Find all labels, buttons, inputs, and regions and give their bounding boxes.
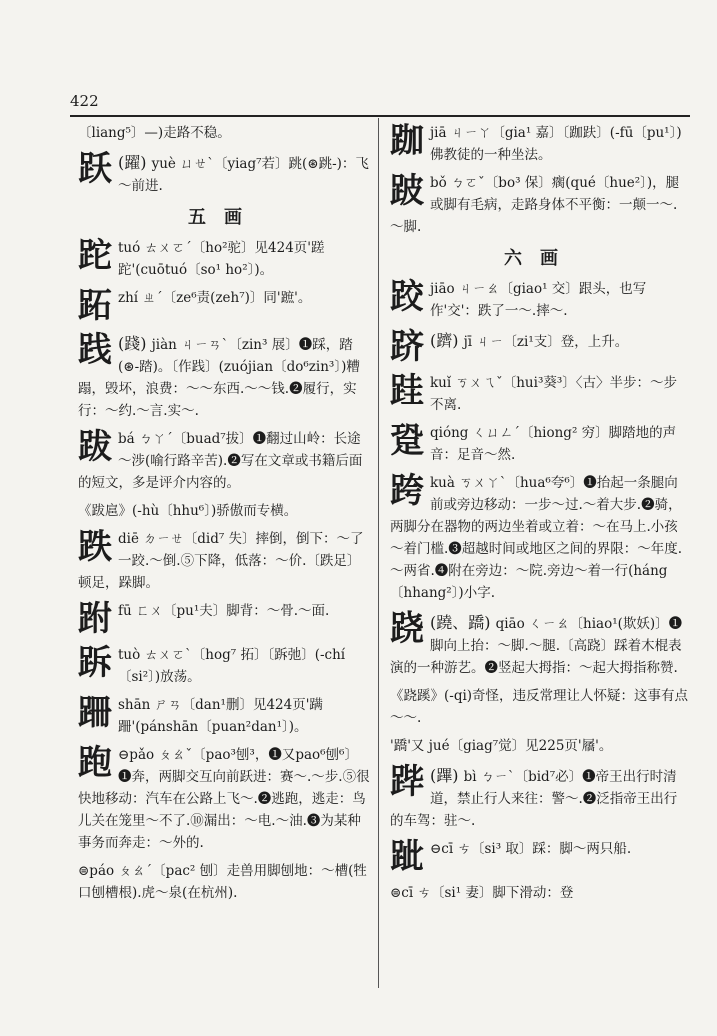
entry-text: kuà ㄎㄨㄚˋ〔hua⁶夸⁶〕❶抬起一条腿向前或旁边移动：一步～过.～着大步.❷骑，两脚分在器物的两边坐着或立着：～在马上.小孩～着门槛.❸超越时间或地区之间的界限：～年度.～两省.❹附在旁边：～院.旁边～着一行(háng〔hhang²〕)小字. <box>390 475 683 601</box>
entry <box>78 600 370 638</box>
headword: 跸 <box>390 763 424 802</box>
headword: 跚 <box>78 694 112 733</box>
entry <box>78 744 370 854</box>
entry <box>78 150 370 197</box>
continued-text: 〔liang⁵〕—)走路不稳。 <box>78 125 231 141</box>
headword: 跐 <box>390 838 424 876</box>
headword: 跃 <box>78 150 112 189</box>
entry-note: '蹻'又 jué〔giag⁷觉〕见225页'屩'。 <box>390 738 613 754</box>
headword: 跨 <box>390 472 424 511</box>
entry-text: bǒ ㄅㄛˇ〔bo³ 保〕瘸(qué〔hue²〕)，腿或脚有毛病，走路身体不平衡：一颠一～.～脚. <box>390 175 680 235</box>
entry-text: shān ㄕㄢ〔dan¹删〕见424页'蹒跚'(pánshān〔puan²dan¹〕)。 <box>118 697 323 735</box>
top-rule <box>70 115 690 117</box>
entry <box>390 278 690 322</box>
entry-text: diē ㄉㄧㄝ〔did⁷ 失〕摔倒，倒下：～了一跤.～倒.⑤下降，低落：～价.〔跌足〕顿足，跺脚。 <box>78 531 364 591</box>
entry-note: ⊜cī ㄘ〔si¹ 妻〕脚下滑动：登 <box>390 885 574 901</box>
entry-text: yuè ㄩㄝˋ〔yiag⁷若〕跳(⊛跳-)：飞～前进. <box>118 156 369 194</box>
entry <box>78 694 370 738</box>
headword: 跤 <box>390 278 424 317</box>
entry-note: ⊜páo ㄆㄠˊ〔pac² 刨〕走兽用脚刨地：～槽(牲口刨槽根).虎～泉(在杭州). <box>78 863 367 901</box>
column-divider <box>378 118 379 988</box>
section-title: 五画 <box>188 207 260 228</box>
entry-text: jiāo ㄐㄧㄠ〔giao¹ 交〕跟头，也写作'交'：跌了一～.摔～. <box>430 281 647 319</box>
entry <box>78 331 370 422</box>
entry-text: fū ㄈㄨ〔pu¹夫〕脚背：～骨.～面. <box>118 603 330 619</box>
entry-text: ⊖cī ㄘ〔si³ 取〕踩：脚～两只船. <box>430 841 632 857</box>
entry-text: jiàn ㄐㄧㄢˋ〔zin³ 展〕❶踩，踏(⊛-踏)。〔作践〕(zuójian〔do⁶zin³〕)糟蹋，毁坏，浪费：～～东西.～～钱.❷履行，实行：～约.～言.实～. <box>78 337 360 419</box>
entry <box>78 428 370 494</box>
headword: 跗 <box>78 600 112 638</box>
entry-text: jiā ㄐㄧㄚ〔gia¹ 嘉〕〔跏趺〕(-fū〔pu¹〕)佛教徒的一种坐法。 <box>430 125 682 163</box>
entry-text: jī ㄐㄧ〔zi¹支〕登，上升。 <box>463 334 629 350</box>
headword: 跬 <box>390 372 424 411</box>
headword: 跻 <box>390 328 424 366</box>
entry <box>78 237 370 281</box>
entry <box>390 610 690 679</box>
entry <box>390 172 690 238</box>
headword: 跎 <box>78 237 112 276</box>
headword: 跌 <box>78 528 112 567</box>
headword: 跋 <box>78 428 112 467</box>
entry <box>390 122 690 166</box>
headword-variant: (踐) <box>118 334 147 353</box>
section-title: 六画 <box>504 248 576 269</box>
headword: 践 <box>78 331 112 370</box>
headword-variant: (躍) <box>118 153 147 172</box>
entry <box>390 422 690 466</box>
entry-note: 《跷蹊》(-qi)奇怪，违反常理让人怀疑：这事有点～～. <box>390 688 689 726</box>
headword-variant: (蹺、蹻) <box>430 613 491 632</box>
left-column <box>78 122 370 988</box>
page-number: 422 <box>70 92 99 110</box>
headword-variant: (蹕) <box>430 766 459 785</box>
entry-text: tuó ㄊㄨㄛˊ〔ho²驼〕见424页'蹉跎'(cuōtuó〔so¹ ho²〕)。 <box>118 240 325 278</box>
entry <box>390 372 690 416</box>
entry-text: qiāo ㄑㄧㄠ〔hiao¹(欺妖)〕❶脚向上抬：～脚.～腿.〔高跷〕踩着木棍表演的一种游艺。❷竖起大拇指：～起大拇指称赞. <box>390 616 683 676</box>
headword: 跑 <box>78 744 112 783</box>
entry-text: qióng ㄑㄩㄥˊ〔hiong² 穷〕脚踏地的声音：足音～然. <box>430 425 677 463</box>
entry-text: ⊖pǎo ㄆㄠˇ〔pao³刨³，❶又pao⁶刨⁶〕❶奔，两脚交互向前跃进：赛～.～步.⑤很快地移动：汽车在公路上飞～.❷逃跑，逃走：鸟儿关在笼里～不了.⑩漏出：～电.～油.❸为某种事务而奔走：～外的. <box>78 747 370 851</box>
entry-text: bá ㄅㄚˊ〔buad⁷拔〕❶翻过山岭：长途～涉(喻行路辛苦).❷写在文章或书籍后面的短文，多是评介内容的。 <box>78 431 363 491</box>
entry <box>78 644 370 688</box>
headword: 跫 <box>390 422 424 461</box>
entry <box>390 328 690 366</box>
headword: 跏 <box>390 122 424 161</box>
entry <box>78 528 370 594</box>
entry-text: tuò ㄊㄨㄛˋ〔hog⁷ 拓〕〔跅弛〕(-chí〔si²〕)放荡。 <box>118 647 346 685</box>
headword: 跖 <box>78 287 112 325</box>
entry <box>390 472 690 604</box>
entry <box>390 763 690 832</box>
headword: 跅 <box>78 644 112 683</box>
entry <box>390 838 690 876</box>
entry-note: 《跋扈》(-hù〔hhu⁶〕)骄傲而专横。 <box>78 503 298 519</box>
right-column <box>390 122 690 988</box>
headword-variant: (躋) <box>430 331 459 350</box>
headword: 跷 <box>390 610 424 649</box>
entry-text: zhí ㄓˊ〔ze⁶责(zeh⁷)〕同'蹠'。 <box>118 290 312 306</box>
entry-text: kuǐ ㄎㄨㄟˇ〔hui³葵³〕〈古〉半步：～步不离. <box>430 375 678 413</box>
entry-text: bì ㄅㄧˋ〔bid⁷必〕❶帝王出行时清道，禁止行人来往：警～.❷泛指帝王出行的车驾：驻～. <box>390 769 678 829</box>
entry <box>78 287 370 325</box>
headword: 跛 <box>390 172 424 211</box>
